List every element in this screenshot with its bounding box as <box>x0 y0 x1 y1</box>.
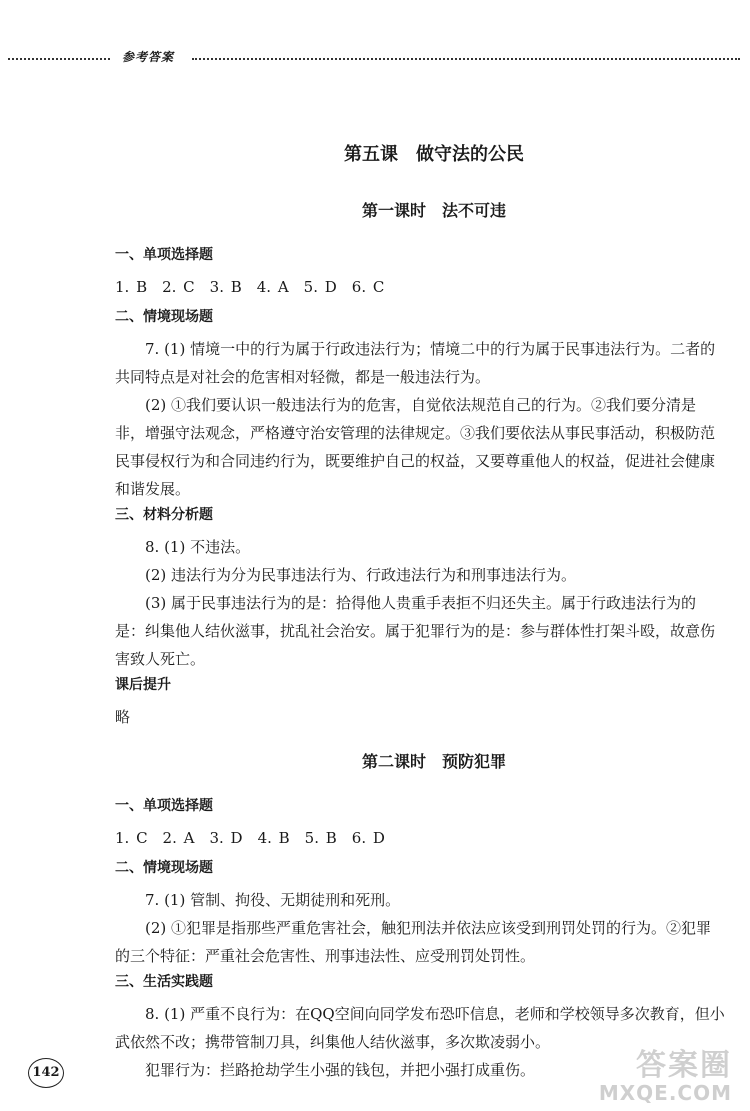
section-title-part2: 第二课时 预防犯罪 <box>361 752 506 771</box>
heading-practice: 三、生活实践题 <box>115 974 213 990</box>
header-rule-left <box>8 58 110 60</box>
heading-material: 三、材料分析题 <box>115 507 213 523</box>
answer2-8-1: 8. (1) 严重不良行为：在QQ空间向同学发布恐吓信息，老师和学校领导多次教育，但小武依然不改；携带管制刀具，纠集他人结伙滋事，多次欺凌弱小。 <box>115 1005 725 1051</box>
section-title-part1: 第一课时 法不可违 <box>361 201 506 220</box>
heading-scenario-2: 二、情境现场题 <box>115 860 213 876</box>
answer-8-1: 8. (1) 不违法。 <box>145 538 251 556</box>
header-label: 参考答案 <box>122 50 175 64</box>
page-content <box>115 130 725 1084</box>
answer-8-3: (3) 属于民事违法行为的是：拾得他人贵重手表拒不归还失主。属于行政违法行为的是：纠集他人结伙滋事，扰乱社会治安。属于犯罪行为的是：参与群体性打架斗殴，故意伤害致人死亡。 <box>115 594 716 668</box>
heading-scenario: 二、情境现场题 <box>115 309 213 325</box>
watermark-logo <box>599 1050 732 1104</box>
lesson-title: 第五课 做守法的公民 <box>344 144 524 165</box>
answer-8-2: (2) 违法行为分为民事违法行为、行政违法行为和刑事违法行为。 <box>145 566 577 584</box>
page-number: 142 <box>28 1058 64 1088</box>
answer2-8-2: 犯罪行为：拦路抢劫学生小强的钱包，并把小强打成重伤。 <box>145 1061 536 1079</box>
answer-7-2: (2) ①我们要认识一般违法行为的危害，自觉依法规范自己的行为。②我们要分清是非，增强守法观念，严格遵守治安管理的法律规定。③我们要依法从事民事活动，积极防范民事侵权行为和合同违约行为，既要维护自己的权益，又要尊重他人的权益，促进社会健康和谐发展。 <box>115 396 716 498</box>
heading-single-choice-2: 一、单项选择题 <box>115 798 213 814</box>
watermark-bottom: MXQE.COM <box>598 1081 732 1105</box>
watermark-top: 答案圈 <box>636 1048 732 1083</box>
answers-single-choice-2: 1. C 2. A 3. D 4. B 5. B 6. D <box>115 829 385 847</box>
answer-7-1: 7. (1) 情境一中的行为属于行政违法行为；情境二中的行为属于民事违法行为。二者的共同特点是对社会的危害相对轻微，都是一般违法行为。 <box>115 340 716 386</box>
after-class-text: 略 <box>115 708 131 726</box>
heading-after-class: 课后提升 <box>115 677 171 693</box>
answer2-7-2: (2) ①犯罪是指那些严重危害社会，触犯刑法并依法应该受到刑罚处罚的行为。②犯罪的三个特征：严重社会危害性、刑事违法性、应受刑罚处罚性。 <box>115 919 712 965</box>
answer2-7-1: 7. (1) 管制、拘役、无期徒刑和死刑。 <box>145 891 401 909</box>
answers-single-choice: 1. B 2. C 3. B 4. A 5. D 6. C <box>115 278 385 296</box>
header-rule-right <box>192 58 740 60</box>
heading-single-choice: 一、单项选择题 <box>115 247 213 263</box>
